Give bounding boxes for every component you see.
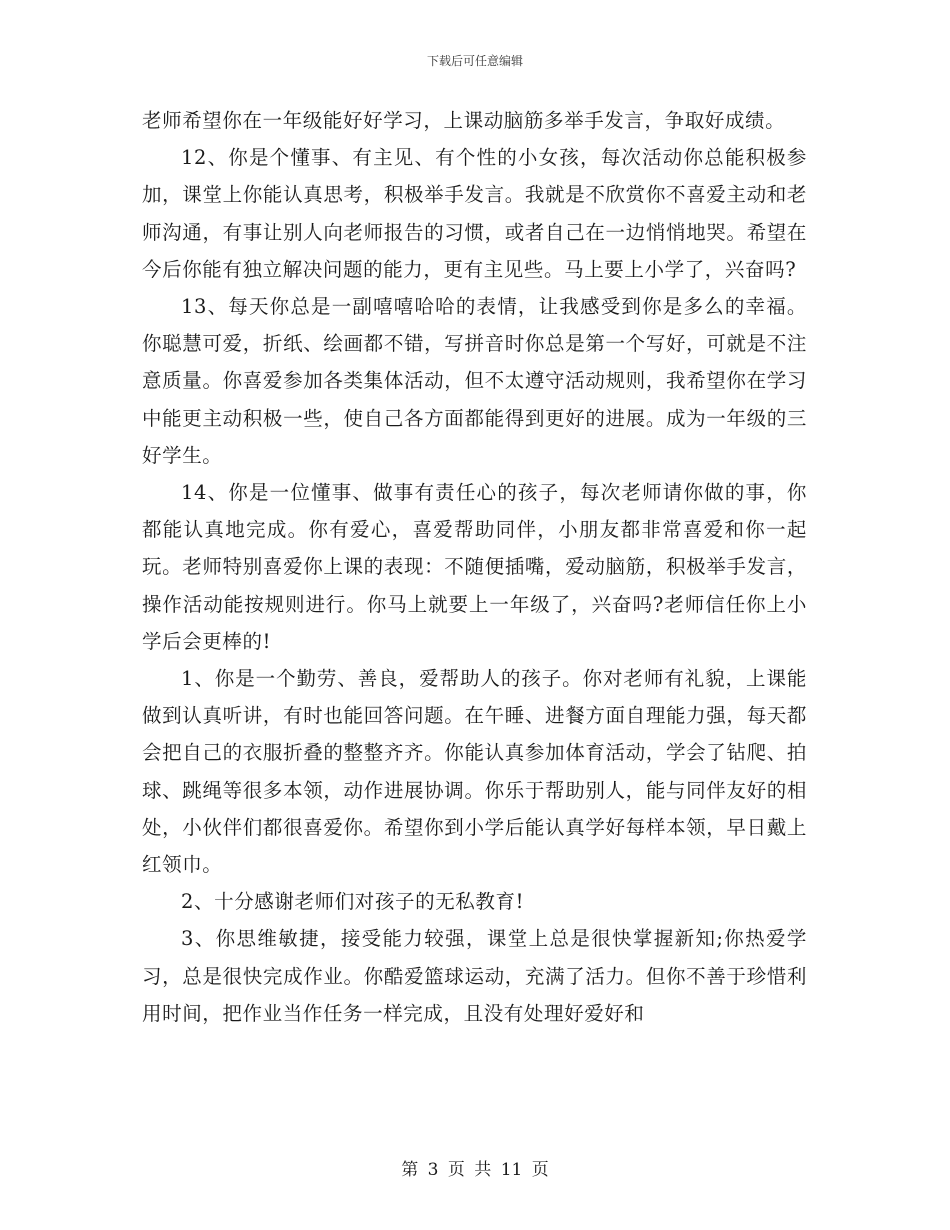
paragraph-comment-14: 14、你是一位懂事、做事有责任心的孩子，每次老师请你做的事，你都能认真地完成。你有爱心，喜爱帮助同伴，小朋友都非常喜爱和你一起玩。老师特别喜爱你上课的表现：不随便插嘴，爱动脑筋，积极举手发言，操作活动能按规则进行。你马上就要上一年级了，兴奋吗?老师信任你上小学后会更棒的! [142, 481, 807, 653]
paragraph-comment-1: 1、你是一个勤劳、善良，爱帮助人的孩子。你对老师有礼貌，上课能做到认真听讲，有时也能回答问题。在午睡、进餐方面自理能力强，每天都会把自己的衣服折叠的整整齐齐。你能认真参加体育活动，学会了钻爬、拍球、跳绳等很多本领，动作进展协调。你乐于帮助别人，能与同伴友好的相处，小伙伴们都很喜爱你。希望你到小学后能认真学好每样本领，早日戴上红领巾。 [142, 667, 807, 877]
page-number-footer: 第 3 页 共 11 页 [401, 1160, 549, 1180]
paragraph-comment-3: 3、你思维敏捷，接受能力较强，课堂上总是很快掌握新知;你热爱学习，总是很快完成作业。你酷爱篮球运动，充满了活力。但你不善于珍惜利用时间，把作业当作任务一样完成，且没有处理好爱好和 [142, 927, 807, 1025]
paragraph-comment-2: 2、十分感谢老师们对孩子的无私教育! [181, 890, 525, 914]
paragraph-comment-12: 12、你是个懂事、有主见、有个性的小女孩，每次活动你总能积极参加，课堂上你能认真思考，积极举手发言。我就是不欣赏你不喜爱主动和老师沟通，有事让别人向老师报告的习惯，或者自己在一边悄悄地哭。希望在今后你能有独立解决问题的能力，更有主见些。马上要上小学了，兴奋吗? [142, 146, 807, 281]
document-body [142, 102, 807, 1032]
page-header-note: 下载后可任意编辑 [426, 54, 523, 68]
paragraph-comment-13: 13、每天你总是一副嘻嘻哈哈的表情，让我感受到你是多么的幸福。你聪慧可爱，折纸、绘画都不错，写拼音时你总是第一个写好，可就是不注意质量。你喜爱参加各类集体活动，但不太遵守活动规则，我希望你在学习中能更主动积极一些，使自己各方面都能得到更好的进展。成为一年级的三好学生。 [142, 295, 807, 467]
paragraph-continuation: 老师希望你在一年级能好好学习，上课动脑筋多举手发言，争取好成绩。 [142, 109, 786, 132]
